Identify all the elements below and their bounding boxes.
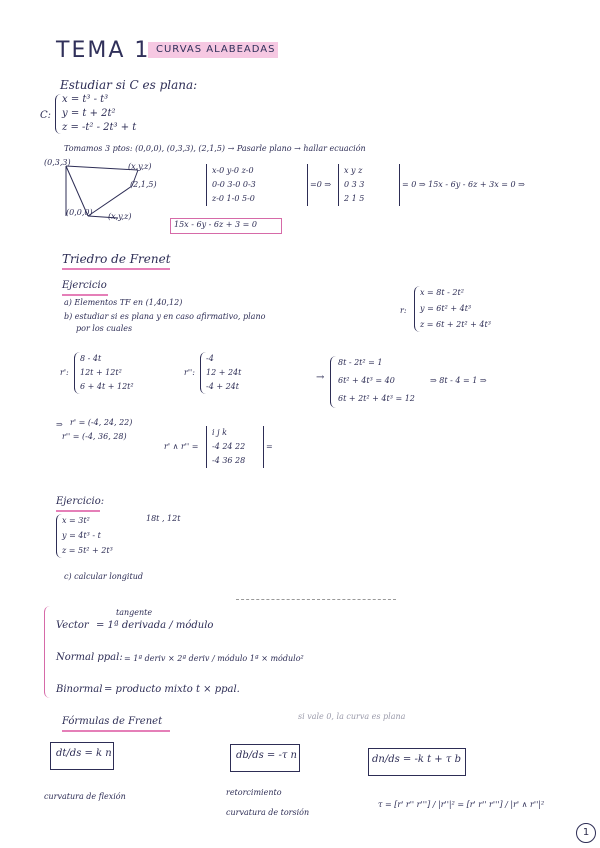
cross-end: = [266, 442, 273, 451]
formulas-heading: Fórmulas de Frenet [62, 716, 163, 727]
det-left-row1: x-0 y-0 z-0 [212, 166, 254, 175]
rp-label: r': [60, 368, 69, 377]
formula2-label1: retorcimiento [226, 788, 282, 797]
page-number: 1 [576, 823, 596, 843]
sys-brace [330, 356, 337, 408]
curve-brace [55, 94, 62, 134]
curve-eq-z: z = -t² - 2t³ + t [62, 122, 137, 133]
sketch-label-1: (0,3,3) [44, 158, 71, 167]
sketch-label-2: (x,y,z) [128, 162, 152, 171]
tema-title: TEMA 1 [56, 38, 151, 63]
rp-y: 12t + 12t² [80, 368, 122, 377]
formula1-label: curvatura de flexión [44, 792, 126, 801]
sys-arrow: → [316, 372, 325, 383]
ej2-side: 18t , 12t [146, 514, 181, 523]
cross-row1: i j k [212, 428, 227, 437]
implies-arrow: ⇒ [56, 420, 63, 429]
rpp-x: -4 [206, 354, 214, 363]
ej2-part-c: c) calcular longitud [64, 572, 143, 581]
det-right-row1: x y z [344, 166, 363, 175]
sketch-label-5: (x,y,z) [108, 212, 132, 221]
ejercicio-underline [62, 294, 108, 296]
r-eq-x: x = 8t - 2t² [420, 288, 464, 297]
formulas-underline [62, 730, 170, 732]
det-left-row3: z-0 1-0 5-0 [212, 194, 255, 203]
boxed-plane-eq: 15x - 6y - 6z + 3 = 0 [174, 220, 257, 229]
binormal-def: = producto mixto t × ppal. [104, 684, 240, 695]
defs-brace [44, 606, 53, 698]
det-right-row2: 0 3 3 [344, 180, 365, 189]
vector-label: Vector [56, 620, 89, 631]
ej2-eq-z: z = 5t² + 2t³ [62, 546, 113, 555]
rp-x: 8 - 4t [80, 354, 102, 363]
rpp-y: 12 + 24t [206, 368, 242, 377]
part-b: b) estudiar si es plana y en caso afirmativo, plano [64, 312, 266, 321]
ej2-eq-y: y = 4t³ - t [62, 531, 101, 540]
rpp-z: -4 + 24t [206, 382, 239, 391]
rp-value: r' = (-4, 24, 22) [70, 418, 133, 427]
curve-label: C: [40, 110, 52, 121]
curve-eq-y: y = t + 2t² [62, 108, 116, 119]
points-line: Tomamos 3 ptos: (0,0,0), (0,3,3), (2,1,5) → Pasarle plano → hallar ecuación [64, 144, 366, 153]
section1-heading: Estudiar si C es plana: [60, 78, 198, 92]
rpp-label: r'': [184, 368, 195, 377]
sketch-label-3: (2,1,5) [130, 180, 157, 189]
ejercicio-label: Ejercicio [62, 280, 107, 291]
r-eq-z: z = 6t + 2t² + 4t³ [420, 320, 491, 329]
det-result: = 0 ⇒ 15x - 6y - 6z + 3x = 0 ⇒ [402, 180, 525, 189]
cross-label: r' ∧ r'' = [164, 442, 199, 451]
rp-z: 6 + 4t + 12t² [80, 382, 134, 391]
sketch-label-4: (0,0,0) [66, 208, 93, 217]
sys-result: ⇒ 8t - 4 = 1 ⇒ [430, 376, 487, 385]
cross-row3: -4 36 28 [212, 456, 246, 465]
tangente-word: tangente [116, 608, 153, 617]
sys-eq2: 6t² + 4t³ = 40 [338, 376, 395, 385]
frenet-heading: Triedro de Frenet [62, 252, 171, 266]
formula2-label2: curvatura de torsión [226, 808, 310, 817]
normal-def: = 1ª deriv × 2ª deriv / módulo 1ª × módulo² [124, 654, 304, 663]
cross-row2: -4 24 22 [212, 442, 246, 451]
tema-subtitle: CURVAS ALABEADAS [156, 44, 276, 55]
r-eq-y: y = 6t² + 4t³ [420, 304, 472, 313]
part-a: a) Elementos TF en (1,40,12) [64, 298, 183, 307]
formula1: dt/ds = k n [56, 748, 112, 759]
sys-eq3: 6t + 2t² + 4t³ = 12 [338, 394, 415, 403]
sys-eq1: 8t - 2t² = 1 [338, 358, 383, 367]
title-block [52, 36, 282, 64]
vector-def: = 1ª derivada / módulo [96, 620, 214, 631]
curve-eq-x: x = t³ - t³ [62, 94, 109, 105]
det-eq: =0 ⇒ [310, 180, 332, 189]
ej2-eq-x: x = 3t² [62, 516, 90, 525]
part-b2: por los cuales [76, 324, 133, 333]
plana-note: si vale 0, la curva es plana [298, 712, 406, 721]
normal-label: Normal ppal: [56, 652, 123, 663]
tau-formula: τ = [r' r'' r'''] / |r''|² = [r' r'' r'''] / |r' ∧ r''|² [378, 800, 545, 809]
section-divider [236, 599, 396, 600]
frenet-underline [62, 268, 170, 270]
binormal-label: Binormal [56, 684, 103, 695]
det-right-row3: 2 1 5 [344, 194, 365, 203]
rpp-value: r'' = (-4, 36, 28) [62, 432, 127, 441]
r-label: r: [400, 306, 407, 315]
formula3: dn/ds = -k t + τ b [372, 754, 461, 765]
ejercicio2-heading: Ejercicio: [56, 496, 105, 507]
formula2: db/ds = -τ n [236, 750, 297, 761]
det-left-row2: 0-0 3-0 0-3 [212, 180, 256, 189]
ejercicio2-underline [56, 510, 100, 512]
